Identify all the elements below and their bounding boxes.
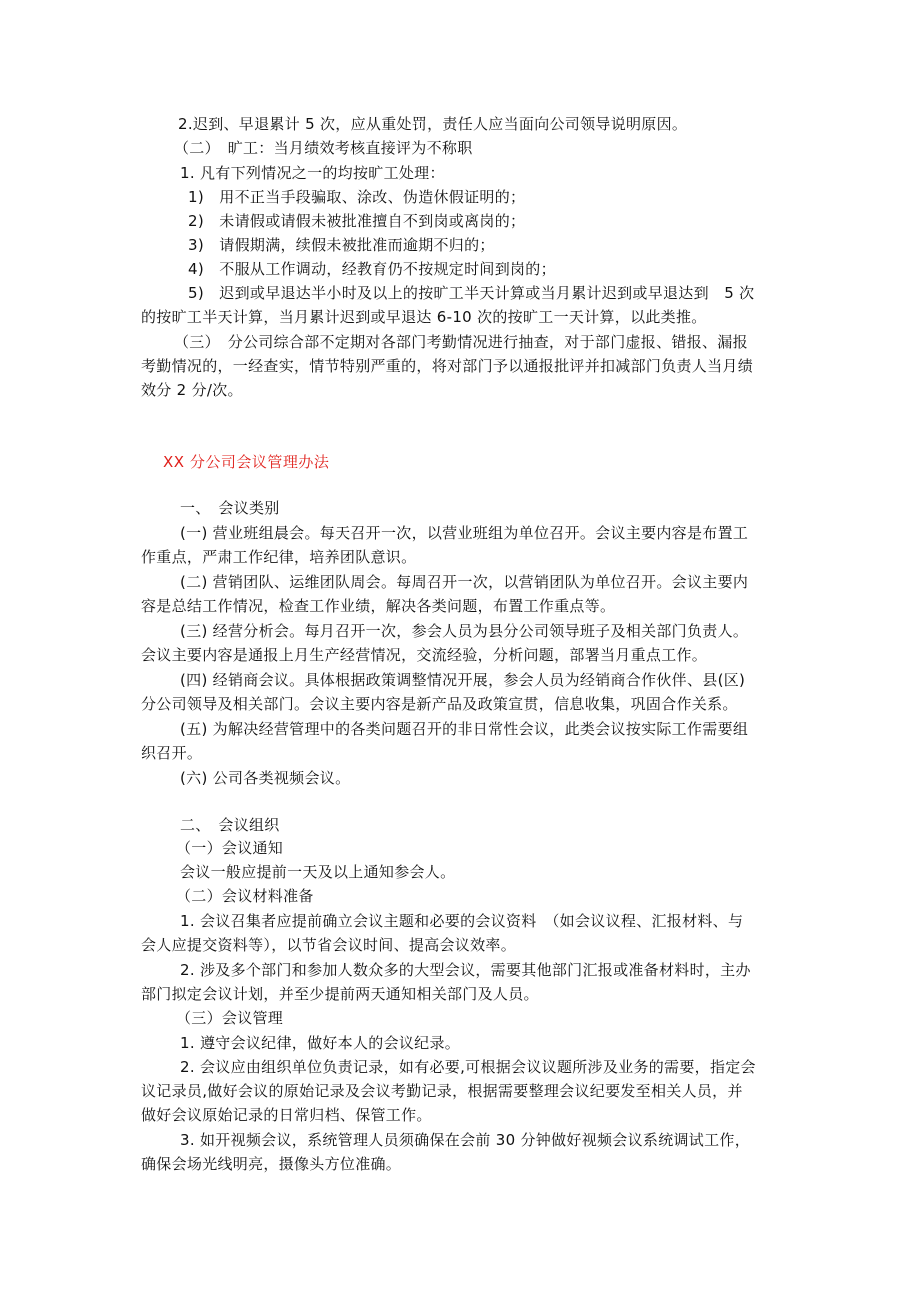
document-title: XX 分公司会议管理办法 xyxy=(163,453,330,471)
paragraph-line: (三) 经营分析会。每月召开一次，参会人员为县分公司领导班子及相关部门负责人。 xyxy=(180,622,749,640)
paragraph-line: 2.迟到、早退累计 5 次，应从重处罚，责任人应当面向公司领导说明原因。 xyxy=(178,115,688,133)
list-item: 1) 用不正当手段骗取、涂改、伪造休假证明的； xyxy=(188,188,526,206)
section-heading: （二） 旷工：当月绩效考核直接评为不称职 xyxy=(174,139,473,157)
paragraph-line: 考勤情况的，一经查实，情节特别严重的，将对部门予以通报批评并扣减部门负责人当月绩 xyxy=(141,357,754,375)
paragraph-line: 的按旷工半天计算，当月累计迟到或早退达 6-10 次的按旷工一天计算，以此类推。 xyxy=(141,308,707,326)
subsection-heading: （三）会议管理 xyxy=(176,1009,284,1027)
section-heading: 二、 会议组织 xyxy=(180,816,280,834)
paragraph-line: 2. 会议应由组织单位负责记录，如有必要,可根据会议议题所涉及业务的需要，指定会 xyxy=(180,1058,756,1076)
paragraph-line: 议记录员,做好会议的原始记录及会议考勤记录，根据需要整理会议纪要发至相关人员，并 xyxy=(141,1082,743,1100)
paragraph-line: 部门拟定会议计划，并至少提前两天通知相关部门及人员。 xyxy=(141,985,539,1003)
paragraph-line: 会议一般应提前一天及以上通知参会人。 xyxy=(180,863,456,881)
paragraph-line: 分公司领导及相关部门。会议主要内容是新产品及政策宣贯，信息收集，巩固合作关系。 xyxy=(141,695,738,713)
paragraph-line: 做好会议原始记录的日常归档、保管工作。 xyxy=(141,1106,432,1124)
section-heading: 一、 会议类别 xyxy=(180,499,280,517)
paragraph-line: 容是总结工作情况，检查工作业绩，解决各类问题，布置工作重点等。 xyxy=(141,597,616,615)
paragraph-line: 会议主要内容是通报上月生产经营情况，交流经验，分析问题，部署当月重点工作。 xyxy=(141,646,708,664)
subsection-heading: （二）会议材料准备 xyxy=(176,887,314,905)
subsection-heading: （一）会议通知 xyxy=(176,839,284,857)
paragraph-line: 织召开。 xyxy=(141,744,203,762)
paragraph-line: (四) 经销商会议。具体根据政策调整情况开展，参会人员为经销商合作伙伴、县(区) xyxy=(180,671,746,689)
paragraph-line: 2. 涉及多个部门和参加人数众多的大型会议，需要其他部门汇报或准备材料时，主办 xyxy=(180,961,751,979)
list-item: 1. 凡有下列情况之一的均按旷工处理： xyxy=(180,164,445,182)
paragraph-line: （三） 分公司综合部不定期对各部门考勤情况进行抽查，对于部门虚报、错报、漏报 xyxy=(174,333,748,351)
paragraph-line: 1. 遵守会议纪律，做好本人的会议纪录。 xyxy=(180,1034,461,1052)
paragraph-line: 3. 如开视频会议，系统管理人员须确保在会前 30 分钟做好视频会议系统调试工作， xyxy=(180,1131,751,1149)
paragraph-line: (二) 营销团队、运维团队周会。每周召开一次，以营销团队为单位召开。会议主要内 xyxy=(180,573,749,591)
paragraph-line: 确保会场光线明亮，摄像头方位准确。 xyxy=(141,1155,402,1173)
paragraph-line: 1. 会议召集者应提前确立会议主题和必要的会议资料 （如会议议程、汇报材料、与 xyxy=(180,912,744,930)
paragraph-line: (六) 公司各类视频会议。 xyxy=(180,769,351,787)
paragraph-line: 会人应提交资料等），以节省会议时间、提高会议效率。 xyxy=(141,936,517,954)
paragraph-line: 作重点，严肃工作纪律，培养团队意识。 xyxy=(141,548,417,566)
list-item: 4) 不服从工作调动，经教育仍不按规定时间到岗的； xyxy=(188,260,556,278)
paragraph-line: 效分 2 分/次。 xyxy=(141,381,243,399)
paragraph-line: (五) 为解决经营管理中的各类问题召开的非日常性会议，此类会议按实际工作需要组 xyxy=(180,720,749,738)
list-item: 5) 迟到或早退达半小时及以上的按旷工半天计算或当月累计迟到或早退达到 5 次 xyxy=(188,284,755,302)
paragraph-line: (一) 营业班组晨会。每天召开一次，以营业班组为单位召开。会议主要内容是布置工 xyxy=(180,524,749,542)
list-item: 3) 请假期满，续假未被批准而逾期不归的； xyxy=(188,236,495,254)
list-item: 2) 未请假或请假未被批准擅自不到岗或离岗的； xyxy=(188,212,526,230)
